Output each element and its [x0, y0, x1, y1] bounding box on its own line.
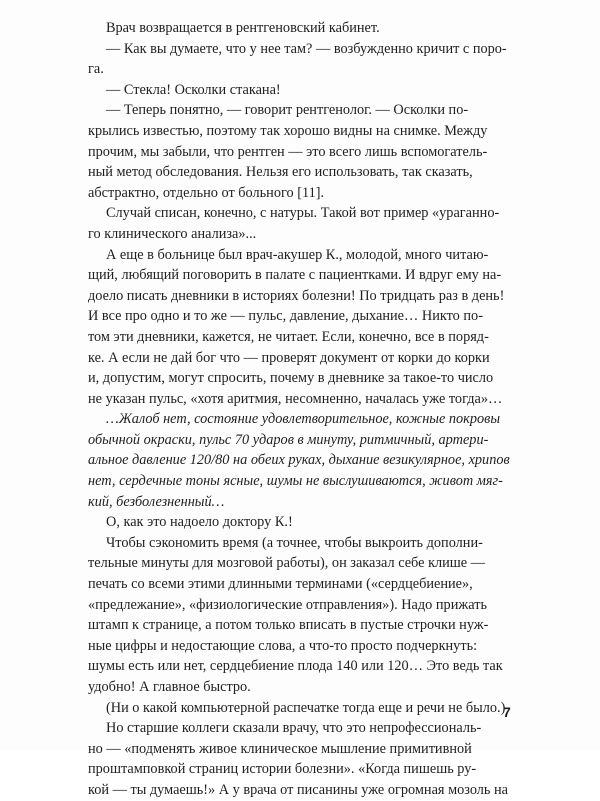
text-block — [88, 18, 518, 801]
paragraph-2: — Как вы думаете, что у нее там? — возбужденно кричит с поро- га. — [88, 40, 507, 78]
paragraph-1: Врач возвращается в рентгеновский кабинет. — [106, 20, 380, 36]
paragraph-8: О, как это надоело доктору К.! — [106, 514, 293, 531]
page-number: 7 — [503, 704, 511, 720]
paragraph-10: (Ни о какой компьютерной распечатке тогда еще и речи не было.) — [106, 699, 506, 716]
paragraph-9: Чтобы сэкономить время (а точнее, чтобы выкроить дополни- тельные минуты для мозговой работы), он заказал себе клише — печать со всеми этими длинными терминами («сердцебиение», «предлежание», «физиологические отправления»). Надо прижать штамп к странице, а потом только вписать в пустые строчки нуж- ные цифры и недостающие слова, а что-то просто подчеркнуть: шумы есть или нет, сердцебиение плода 140 или 120… Это ведь так удобно! А главное быстро. — [88, 534, 503, 695]
paragraph-6: А еще в больнице был врач-акушер К., молодой, много читаю- щий, любящий поговорить в палате с пациентками. И вдруг ему на- доело писать дневники в историях болезни! По тридцать раз в день! И все про одно и то же — пульс, давление, дыхание… Никто по- том эти дневники, кажется, не читает. Если, конечно, все в поряд- ке. А если не дай бог что — проверят документ от корки до корки и, допустим, могут спросить, почему в дневнике за такое-то число не указан пульс, «хотя аритмия, несомненно, началась уже тогда»… — [88, 246, 505, 407]
paragraph-4: — Теперь понятно, — говорит рентгенолог. — Осколки по- крылись известью, поэтому так хорошо видны на снимке. Между прочим, мы забыли, что рентген — это всего лишь вспомогатель- ный метод обследования. Нельзя его использовать, так сказать, абстрактно, отдельно от больного [11]. — [88, 102, 488, 201]
paragraph-3: — Стекла! Осколки стакана! — [106, 81, 281, 98]
paragraph-7-italic: …Жалоб нет, состояние удовлетворительное, кожные покровы обычной окраски, пульс 70 ударов в минуту, ритмичный, артери- альное давление 120/80 на обеих руках, дыхание везикулярное, хрипов нет, сердечные тоны ясные, шумы не выслушиваются, живот мяг- кий, безболезненный… — [88, 411, 510, 510]
paragraph-5: Случай списан, конечно, с натуры. Такой вот пример «ураганно- го клинического анализа»... — [88, 205, 500, 242]
paragraph-11: Но старшие коллеги сказали врачу, что это непрофессиональ- но — «подменять живое клиническое мышление примитивной проштамповкой страниц истории болезни». «Когда пишешь ру- кой — ты думаешь!» А у врача от писанины уже огромная мозоль на — [88, 720, 509, 798]
